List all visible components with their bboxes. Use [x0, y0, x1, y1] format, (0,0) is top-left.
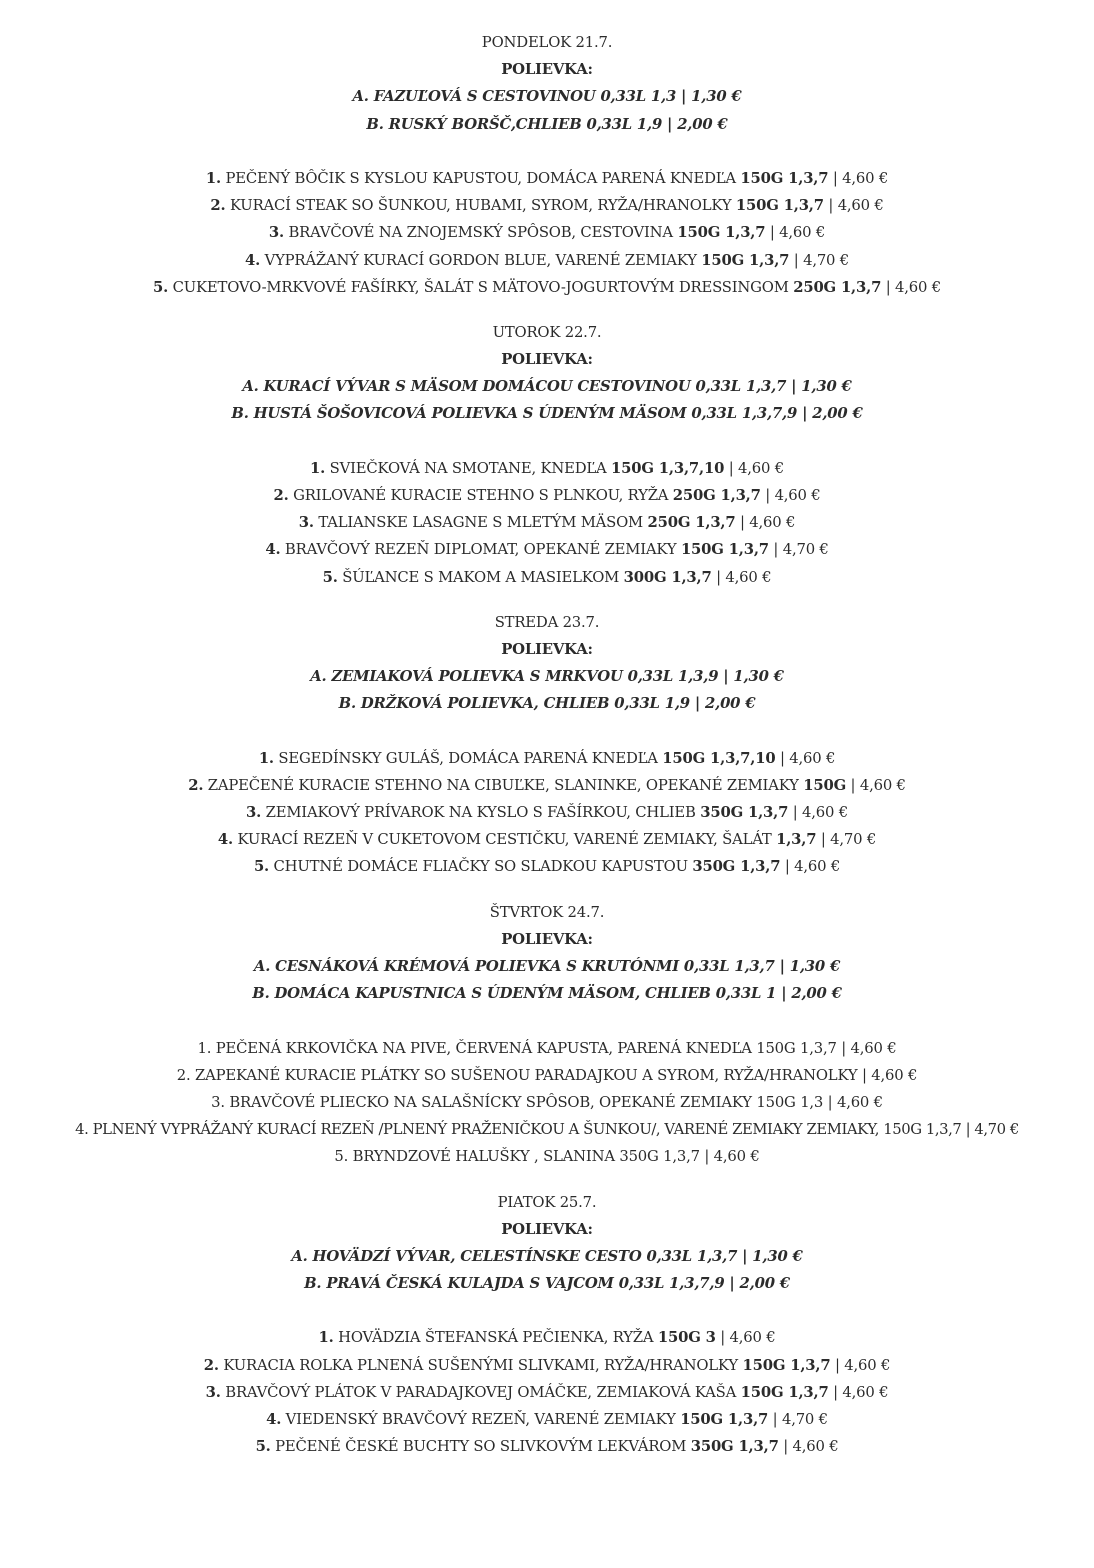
main-dish	[7, 853, 1087, 880]
dish-name: PEČENÁ KRKOVIČKA NA PIVE, ČERVENÁ KAPUSTA, PARENÁ KNEDĽA	[211, 1038, 757, 1057]
dish-weight-allergens: 250G 1,3,7	[793, 277, 882, 296]
dish-price: | 4,60 €	[823, 196, 884, 215]
spacer	[0, 1297, 1094, 1324]
dish-number: 1.	[197, 1038, 212, 1057]
dish-price: | 4,60 €	[846, 775, 906, 794]
spacer	[0, 138, 1094, 165]
dish-name: VYPRÁŽANÝ KURACÍ GORDON BLUE, VARENÉ ZEMIAKY	[260, 250, 702, 269]
main-dish	[7, 745, 1087, 772]
soup-label: POLIEVKA:	[501, 929, 593, 948]
main-dish	[7, 1062, 1087, 1089]
dish-weight-allergens: 300G 1,3,7	[623, 567, 712, 586]
soup-b: B. HUSTÁ ŠOŠOVICOVÁ POLIEVKA S ÚDENÝM MÄSOM 0,33L 1,3,7,9 | 2,00 €	[231, 404, 863, 423]
day-tuesday	[0, 319, 1094, 591]
dish-number: 4.	[244, 250, 261, 269]
soup-a: A. ZEMIAKOVÁ POLIEVKA S MRKVOU 0,33L 1,3,9 | 1,30 €	[310, 667, 784, 686]
main-dish	[7, 247, 1087, 274]
dish-weight-allergens: 150G 1,3,7,10	[611, 458, 725, 477]
dish-number: 3.	[298, 513, 314, 532]
main-dish	[7, 1433, 1087, 1460]
main-dish	[7, 799, 1087, 826]
dish-name: BRAVČOVÝ REZEŇ DIPLOMAT, OPEKANÉ ZEMIAKY	[280, 540, 681, 559]
dish-weight-allergens: 150G 1,3,7,10	[662, 748, 776, 767]
dish-weight-allergens: 150G 3	[657, 1328, 716, 1347]
dish-name: CUKETOVO-MRKVOVÉ FAŠÍRKY, ŠALÁT S MÄTOVO-JOGURTOVÝM DRESSINGOM	[168, 277, 794, 296]
main-dish	[7, 1406, 1087, 1433]
dish-number: 4.	[266, 1410, 282, 1428]
dish-number: 5.	[153, 277, 169, 296]
soup-b: B. DOMÁCA KAPUSTNICA S ÚDENÝM MÄSOM, CHLIEB 0,33L 1 | 2,00 €	[252, 984, 842, 1003]
dish-weight-allergens: 150G 1,3,7	[756, 1038, 837, 1057]
main-dish	[7, 1116, 1087, 1143]
dish-price: | 4,60 €	[735, 513, 796, 532]
dish-weight-allergens: 150G 1,3,7	[742, 1355, 831, 1374]
dish-weight-allergens: 350G 1,3,7	[619, 1147, 700, 1166]
dish-name: BRAVČOVÝ PLÁTOK V PARADAJKOVEJ OMÁČKE, ZEMIAKOVÁ KAŠA	[220, 1382, 741, 1401]
dish-price: | 4,60 €	[711, 567, 772, 586]
dish-price: | 4,60 €	[836, 1038, 897, 1057]
day-friday	[0, 1189, 1094, 1461]
dish-price: | 4,70 €	[961, 1120, 1019, 1139]
dish-number: 4.	[217, 830, 233, 849]
dish-name: KURACÍ STEAK SO ŠUNKOU, HUBAMI, SYROM, RYŽA/HRANOLKY	[225, 196, 736, 215]
dish-price: | 4,70 €	[816, 830, 877, 849]
dish-name: PLNENÝ VYPRÁŽANÝ KURACÍ REZEŇ /PLNENÝ PRAŽENIČKOU A ŠUNKOU/, VARENÉ ZEMIAKY ZEMIAKY,	[88, 1120, 884, 1139]
dish-number: 3.	[268, 223, 284, 242]
soup-a: A. KURACÍ VÝVAR S MÄSOM DOMÁCOU CESTOVINOU 0,33L 1,3,7 | 1,30 €	[242, 377, 852, 396]
main-dish	[7, 772, 1087, 799]
dish-name: HOVÄDZIA ŠTEFANSKÁ PEČIENKA, RYŽA	[333, 1328, 658, 1347]
dish-weight-allergens: 350G 1,3,7	[692, 857, 781, 876]
main-dish	[7, 1324, 1087, 1351]
dish-number: 3.	[205, 1382, 221, 1401]
dish-name: BRAVČOVÉ NA ZNOJEMSKÝ SPÔSOB, CESTOVINA	[283, 223, 678, 242]
soup-label: POLIEVKA:	[501, 1219, 593, 1238]
dish-number: 5.	[253, 857, 270, 876]
dish-price: | 4,60 €	[881, 277, 941, 296]
main-dish	[7, 482, 1087, 509]
dish-name: GRILOVANÉ KURACIE STEHNO S PLNKOU, RYŽA	[288, 486, 673, 504]
dish-number: 1.	[310, 458, 326, 477]
dish-number: 2.	[203, 1355, 219, 1374]
dish-number: 3.	[246, 803, 262, 822]
day-title: PONDELOK 21.7.	[481, 33, 613, 51]
soup-label: POLIEVKA:	[501, 60, 593, 79]
dish-weight-allergens: 350G 1,3,7	[700, 803, 789, 822]
dish-weight-allergens: 150G 1,3,7	[680, 1410, 769, 1428]
soup-b: B. DRŽKOVÁ POLIEVKA, CHLIEB 0,33L 1,9 | 2,00 €	[338, 694, 756, 713]
dish-number: 5.	[334, 1147, 349, 1166]
main-dish	[7, 165, 1087, 192]
dish-price: | 4,60 €	[780, 857, 841, 876]
main-dish	[7, 192, 1087, 219]
dish-number: 2.	[176, 1065, 191, 1084]
dish-price: | 4,60 €	[823, 1092, 883, 1111]
dish-weight-allergens: 150G 1,3,7	[701, 250, 790, 269]
dish-price: | 4,60 €	[857, 1065, 918, 1084]
dish-weight-allergens: 150G 1,3,7	[677, 223, 766, 242]
dish-name: KURACÍ REZEŇ V CUKETOVOM CESTIČKU, VARENÉ ZEMIAKY, ŠALÁT	[232, 830, 777, 849]
dish-number: 2.	[210, 196, 226, 215]
dish-price: | 4,60 €	[724, 458, 784, 477]
dish-price: | 4,60 €	[760, 486, 821, 504]
dish-price: | 4,60 €	[775, 748, 836, 767]
soup-b: B. RUSKÝ BORŠČ,CHLIEB 0,33L 1,9 | 2,00 €	[366, 114, 728, 133]
dish-weight-allergens: 250G 1,3,7	[672, 486, 761, 504]
dish-price: | 4,70 €	[768, 1410, 828, 1428]
main-dish	[7, 564, 1087, 591]
dish-number: 1.	[258, 748, 274, 767]
soup-a: A. FAZUĽOVÁ S CESTOVINOU 0,33L 1,3 | 1,30 €	[352, 87, 742, 106]
dish-weight-allergens: 250G 1,3,7	[647, 513, 736, 532]
dish-price: | 4,60 €	[788, 803, 848, 822]
soup-label: POLIEVKA:	[501, 639, 593, 658]
dish-number: 4.	[265, 540, 281, 559]
dish-weight-allergens: 150G 1,3,7	[680, 540, 769, 559]
dish-number: 3.	[211, 1092, 225, 1111]
dish-number: 5.	[322, 567, 338, 586]
main-dish	[7, 274, 1087, 301]
spacer	[0, 428, 1094, 455]
main-dish	[7, 1352, 1087, 1379]
dish-number: 1.	[318, 1328, 334, 1347]
dish-price: | 4,60 €	[715, 1328, 776, 1347]
dish-weight-allergens: 150G	[803, 775, 847, 794]
dish-price: | 4,60 €	[765, 223, 826, 242]
dish-name: KURACIA ROLKA PLNENÁ SUŠENÝMI SLIVKAMI, RYŽA/HRANOLKY	[218, 1355, 743, 1374]
dish-weight-allergens: 150G 1,3,7	[740, 168, 829, 187]
main-dish	[7, 1379, 1087, 1406]
main-dish	[7, 509, 1087, 536]
main-dish	[7, 536, 1087, 563]
dish-name: BRAVČOVÉ PLIECKO NA SALAŠNÍCKY SPÔSOB, OPEKANÉ ZEMIAKY	[224, 1092, 757, 1111]
dish-number: 2.	[188, 775, 204, 794]
dish-weight-allergens: 1,3,7	[776, 830, 817, 849]
dish-name: PEČENÝ BÔČIK S KYSLOU KAPUSTOU, DOMÁCA PARENÁ KNEDĽA	[220, 168, 741, 187]
dish-number: 4.	[75, 1120, 89, 1139]
spacer	[0, 1007, 1094, 1034]
main-dish	[7, 1089, 1087, 1116]
day-title: UTOROK 22.7.	[492, 322, 602, 341]
dish-price: | 4,60 €	[828, 1382, 889, 1401]
day-wednesday	[0, 609, 1094, 881]
dish-weight-allergens: 150G 1,3,7	[740, 1382, 829, 1401]
main-dish	[7, 1143, 1087, 1170]
main-dish	[7, 1035, 1087, 1062]
dish-name: SVIEČKOVÁ NA SMOTANE, KNEDĽA	[325, 458, 612, 477]
main-dish	[7, 455, 1087, 482]
dish-name: ZAPEČENÉ KURACIE STEHNO NA CIBUĽKE, SLANINKE, OPEKANÉ ZEMIAKY	[203, 775, 804, 794]
dish-price: | 4,70 €	[789, 250, 850, 269]
dish-name: TALIANSKE LASAGNE S MLETÝM MÄSOM	[313, 513, 648, 532]
dish-weight-allergens: 150G 1,3,7	[883, 1120, 962, 1139]
dish-name: ZEMIAKOVÝ PRÍVAROK NA KYSLO S FAŠÍRKOU, CHLIEB	[261, 803, 701, 822]
day-title: PIATOK 25.7.	[497, 1192, 597, 1211]
dish-name: ZAPEKANÉ KURACIE PLÁTKY SO SUŠENOU PARADAJKOU A SYROM, RYŽA/HRANOLKY	[190, 1065, 858, 1084]
dish-weight-allergens: 150G 1,3,7	[735, 196, 824, 215]
soup-b: B. PRAVÁ ČESKÁ KULAJDA S VAJCOM 0,33L 1,3,7,9 | 2,00 €	[304, 1274, 790, 1293]
dish-number: 5.	[255, 1437, 271, 1456]
dish-name: SEGEDÍNSKY GULÁŠ, DOMÁCA PARENÁ KNEDĽA	[273, 748, 663, 767]
dish-name: BRYNDZOVÉ HALUŠKY , SLANINA	[348, 1147, 620, 1166]
day-title: ŠTVRTOK 24.7.	[489, 902, 605, 921]
dish-name: VIEDENSKÝ BRAVČOVÝ REZEŇ, VARENÉ ZEMIAKY	[281, 1410, 681, 1428]
dish-price: | 4,60 €	[778, 1437, 839, 1456]
dish-price: | 4,60 €	[699, 1147, 760, 1166]
dish-name: ŠÚĽANCE S MAKOM A MASIELKOM	[337, 567, 624, 586]
dish-name: PEČENÉ ČESKÉ BUCHTY SO SLIVKOVÝM LEKVÁROM	[270, 1437, 691, 1456]
dish-name: CHUTNÉ DOMÁCE FLIAČKY SO SLADKOU KAPUSTOU	[269, 857, 693, 876]
soup-label: POLIEVKA:	[501, 350, 593, 369]
dish-price: | 4,60 €	[830, 1355, 891, 1374]
main-dish	[7, 219, 1087, 246]
dish-weight-allergens: 350G 1,3,7	[690, 1437, 779, 1456]
soup-a: A. HOVÄDZÍ VÝVAR, CELESTÍNSKE CESTO 0,33L 1,3,7 | 1,30 €	[291, 1246, 803, 1265]
soup-a: A. CESNÁKOVÁ KRÉMOVÁ POLIEVKA S KRUTÓNMI 0,33L 1,3,7 | 1,30 €	[253, 957, 841, 975]
day-thursday	[0, 899, 1094, 1171]
dish-number: 1.	[205, 168, 221, 187]
spacer	[0, 718, 1094, 745]
dish-number: 2.	[273, 486, 289, 504]
day-title: STREDA 23.7.	[494, 612, 600, 631]
day-monday	[0, 29, 1094, 301]
dish-weight-allergens: 150G 1,3	[756, 1092, 824, 1111]
dish-price: | 4,60 €	[828, 168, 889, 187]
dish-price: | 4,70 €	[768, 540, 829, 559]
main-dish	[7, 826, 1087, 853]
